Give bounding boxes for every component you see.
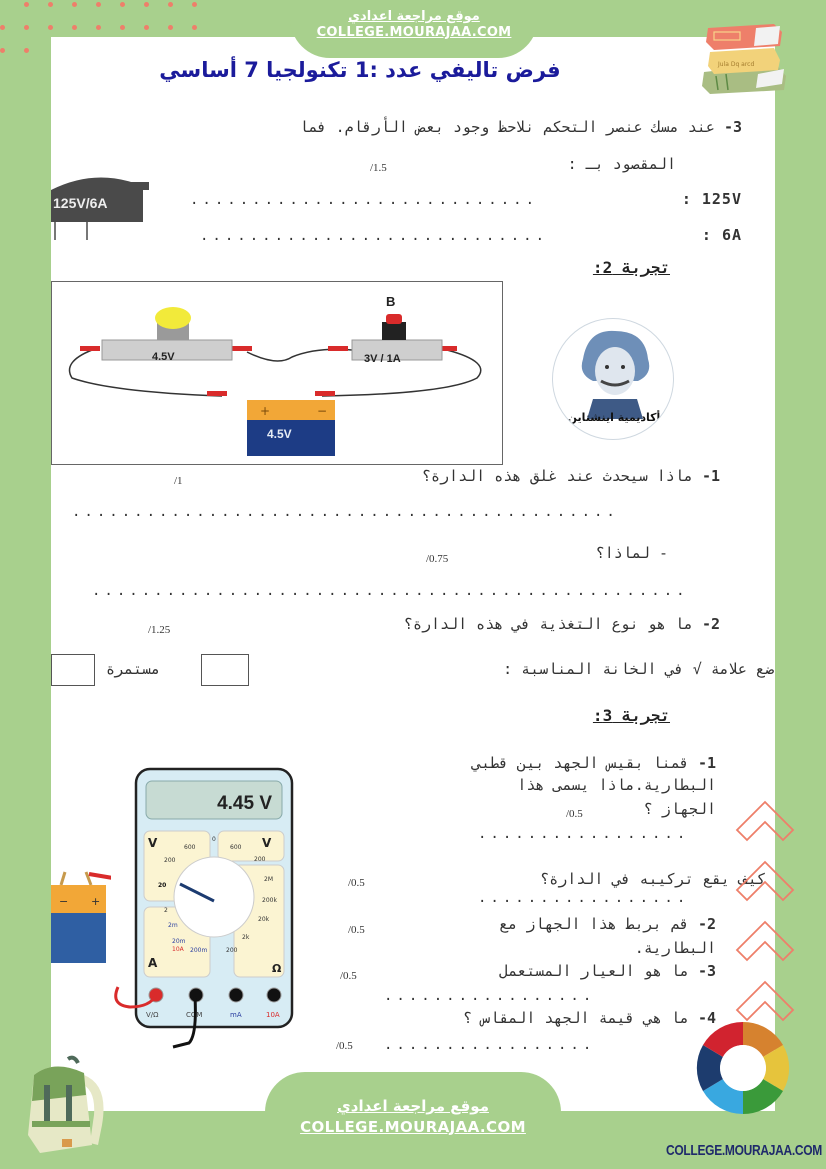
svg-text:0: 0 bbox=[212, 836, 216, 843]
q3-line1: 3- عند مسك عنصر التحكم نلاحظ وجود بعض الأرقام. فما bbox=[299, 118, 742, 136]
red-probe-lead bbox=[100, 985, 160, 1015]
circuit-diagram bbox=[51, 281, 503, 465]
exp3-q2: 2- قم بربط هذا الجهاز مع bbox=[499, 915, 716, 933]
option-continuous-label: مستمرة bbox=[106, 660, 161, 678]
svg-text:20k: 20k bbox=[258, 916, 270, 923]
svg-text:600: 600 bbox=[184, 844, 196, 851]
svg-text:10A: 10A bbox=[172, 946, 184, 953]
q3-label-6a: 6A : bbox=[701, 226, 742, 244]
site-url[interactable]: COLLEGE.MOURAJAA.COM bbox=[316, 25, 512, 40]
exp2-q1-why: - لماذا؟ bbox=[595, 544, 668, 562]
einstein-academy-logo bbox=[552, 318, 674, 440]
exp3-q2-line2: البطارية. bbox=[634, 939, 716, 957]
svg-text:+: + bbox=[91, 895, 101, 908]
checkbox-instruction: ضع علامة √ في الخانة المناسبة : bbox=[503, 660, 774, 678]
backpack-icon bbox=[14, 1055, 114, 1155]
exp3-q1b-points: /0.5 bbox=[348, 877, 365, 889]
exp3-q1b-answer[interactable]: ................. bbox=[478, 890, 690, 906]
svg-text:200: 200 bbox=[226, 947, 238, 954]
svg-text:20: 20 bbox=[158, 882, 167, 889]
footer-logo-text: COLLEGE.MOURAJAA.COM bbox=[666, 1141, 823, 1159]
svg-text:4.5V: 4.5V bbox=[152, 351, 175, 363]
svg-text:−: − bbox=[59, 895, 69, 908]
svg-text:2M: 2M bbox=[264, 876, 273, 883]
exp3-q3-answer[interactable]: ................. bbox=[384, 988, 596, 1004]
svg-text:2m: 2m bbox=[168, 922, 178, 929]
svg-text:B: B bbox=[386, 294, 396, 309]
svg-text:COM: COM bbox=[186, 1011, 203, 1019]
svg-text:+: + bbox=[260, 404, 271, 418]
exp2-q1: 1- ماذا سيحدث عند غلق هذه الدارة؟ bbox=[421, 467, 720, 485]
q3-points: /1.5 bbox=[370, 162, 387, 174]
svg-text:V: V bbox=[262, 836, 272, 850]
svg-text:Ω: Ω bbox=[272, 962, 282, 975]
svg-text:2k: 2k bbox=[242, 934, 250, 941]
exp3-q4: 4- ما هي قيمة الجهد المقاس ؟ bbox=[463, 1009, 716, 1027]
college-mourajaa-logo-icon bbox=[693, 1018, 793, 1123]
exp3-q1-points: /0.5 bbox=[566, 808, 583, 820]
q3-label-125v: 125V : bbox=[681, 190, 742, 208]
exp2-q1-why-points: /0.75 bbox=[426, 553, 449, 565]
page-title: فرض تاليفي عدد :1 تكنولجيا 7 أساسي bbox=[159, 58, 561, 82]
books-icon bbox=[696, 14, 796, 94]
exp2-q1-answer[interactable]: ............................................ bbox=[72, 504, 619, 520]
svg-text:3V / 1A: 3V / 1A bbox=[364, 353, 401, 365]
svg-text:−: − bbox=[317, 404, 328, 418]
svg-text:mA: mA bbox=[230, 1011, 242, 1019]
svg-text:10A: 10A bbox=[266, 1011, 280, 1019]
q3-line2: المقصود بـ : bbox=[567, 155, 676, 173]
chevron-up-decoration-icon bbox=[735, 790, 795, 1040]
exp3-q4-points: /0.5 bbox=[336, 1040, 353, 1052]
svg-text:200: 200 bbox=[164, 857, 176, 864]
exp3-q1-line2: البطارية.ماذا يسمى هذا bbox=[517, 776, 716, 794]
exp3-q1: 1- قمنا بقيس الجهد بين قطبي bbox=[472, 754, 716, 772]
svg-text:200m: 200m bbox=[190, 947, 208, 954]
svg-text:600: 600 bbox=[230, 844, 242, 851]
svg-text:A: A bbox=[148, 956, 158, 970]
checkbox-alternating[interactable] bbox=[51, 654, 95, 686]
svg-text:4.5V: 4.5V bbox=[267, 427, 292, 441]
svg-text:20m: 20m bbox=[172, 938, 186, 945]
svg-text:V/Ω: V/Ω bbox=[146, 1011, 159, 1019]
svg-text:2: 2 bbox=[164, 907, 168, 914]
footer-site-name-ar: موقع مراجعة اعدادي bbox=[337, 1097, 489, 1115]
exp3-q1b: كيف يقع تركيبه في الدارة؟ bbox=[540, 870, 766, 888]
checkbox-continuous[interactable] bbox=[201, 654, 249, 686]
q3-answer-125v[interactable]: ............................ bbox=[190, 192, 539, 208]
experiment3-heading: تجربة 3: bbox=[592, 706, 670, 725]
svg-text:Jula Dq arcd: Jula Dq arcd bbox=[718, 61, 755, 68]
header-site-badge[interactable] bbox=[290, 0, 538, 58]
site-name-ar: موقع مراجعة اعدادي bbox=[348, 9, 480, 24]
exp2-q2-points: /1.25 bbox=[148, 624, 171, 636]
exp3-q1-line3: الجهاز ؟ bbox=[643, 800, 716, 818]
exp3-q3-points: /0.5 bbox=[340, 970, 357, 982]
exp3-q3: 3- ما هو العيار المستعمل bbox=[499, 962, 716, 980]
svg-text:4.45 V: 4.45 V bbox=[217, 793, 272, 814]
svg-text:125V/6A: 125V/6A bbox=[53, 195, 108, 211]
exp3-q2-points: /0.5 bbox=[348, 924, 365, 936]
battery-image bbox=[51, 870, 111, 970]
experiment2-heading: تجربة 2: bbox=[592, 258, 670, 277]
svg-text:أكاديمية اينشتاين: أكاديمية اينشتاين bbox=[567, 411, 661, 424]
q3-answer-6a[interactable]: ............................ bbox=[200, 228, 549, 244]
svg-text:200k: 200k bbox=[262, 897, 277, 904]
exp2-q2: 2- ما هو نوع التغذية في هذه الدارة؟ bbox=[403, 615, 720, 633]
black-probe-lead bbox=[165, 995, 205, 1055]
exp2-q1-points: /1 bbox=[174, 475, 183, 487]
svg-text:200: 200 bbox=[254, 856, 266, 863]
svg-text:V: V bbox=[148, 836, 158, 850]
footer-site-url[interactable]: COLLEGE.MOURAJAA.COM bbox=[300, 1118, 526, 1136]
rocker-switch-image bbox=[51, 170, 151, 240]
footer-site-badge[interactable] bbox=[265, 1072, 561, 1169]
exp2-q1-why-answer[interactable]: ................................................ bbox=[92, 583, 689, 599]
exp3-q1-answer[interactable]: ................. bbox=[478, 826, 690, 842]
exp3-q4-answer[interactable]: ................. bbox=[384, 1037, 596, 1053]
